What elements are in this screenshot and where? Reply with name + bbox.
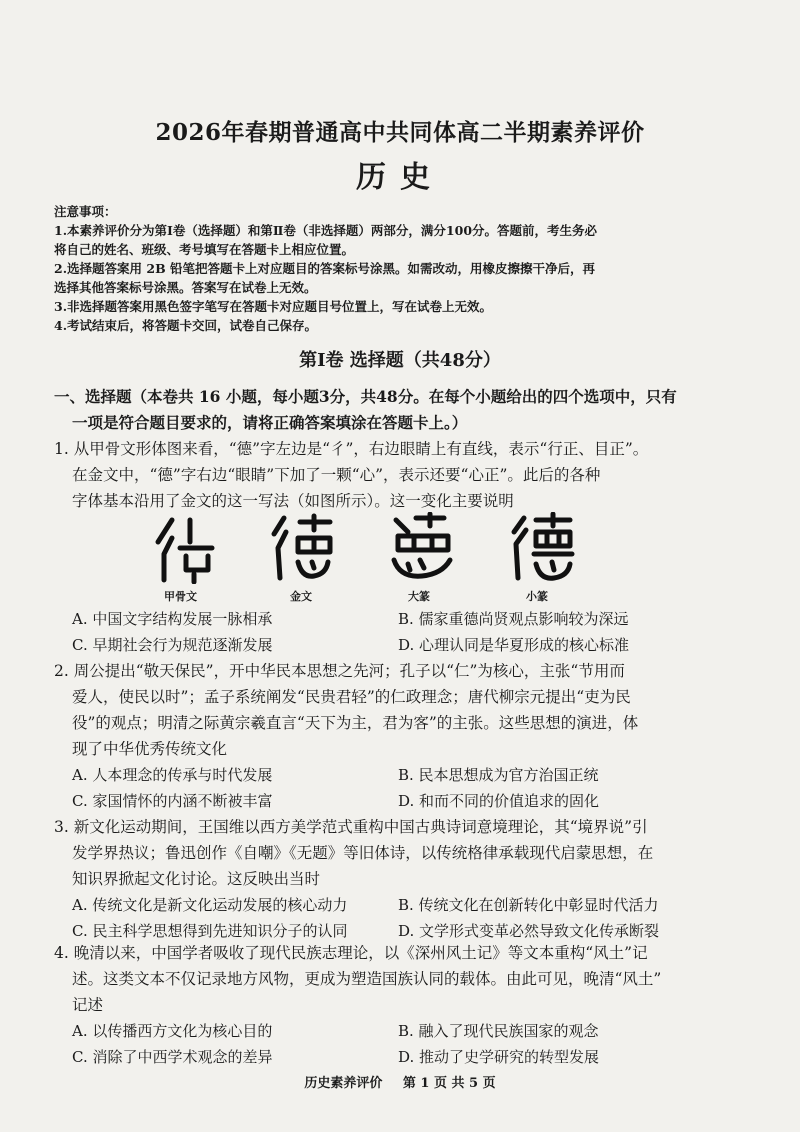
question-line: 记述 bbox=[72, 996, 104, 1014]
question-line: 3. 新文化运动期间，王国维以西方美学范式重构中国古典诗词意境理论，其“境界说”引 bbox=[54, 818, 648, 836]
footer-page-number: 第 1 页 共 5 页 bbox=[402, 1076, 496, 1091]
question-line: 在金文中，“德”字右边“眼睛”下加了一颗“心”，表示还要“心正”。此后的各种 bbox=[72, 466, 601, 484]
notes-line: 2.选择题答案用 2B 铅笔把答题卡上对应题目的答案标号涂黑。如需改动，用橡皮擦擦干净后，再 bbox=[54, 261, 596, 276]
option-d: D. 心理认同是华夏形成的核心标准 bbox=[398, 636, 630, 654]
option-c: C. 民主科学思想得到先进知识分子的认同 bbox=[72, 922, 348, 940]
question-line: 1. 从甲骨文形体图来看，“德”字左边是“彳”，右边眼睛上有直线，表示“行正、目正”。 bbox=[54, 440, 649, 458]
notes-block bbox=[54, 202, 714, 335]
notes-heading: 注意事项： bbox=[54, 204, 117, 219]
small-seal-label: 小篆 bbox=[526, 590, 548, 603]
de-character-evolution-figure bbox=[150, 512, 610, 617]
options-row bbox=[54, 762, 704, 788]
options-row bbox=[54, 1018, 704, 1044]
notes-line: 4.考试结束后，将答题卡交回，试卷自己保存。 bbox=[54, 318, 318, 333]
section-title: 第Ⅰ卷 选择题（共48分） bbox=[299, 350, 501, 371]
option-c: C. 早期社会行为规范逐渐发展 bbox=[72, 636, 273, 654]
question-line: 述。这类文本不仅记录地方风物，更成为塑造国族认同的载体。由此可见，晚清“风土” bbox=[72, 970, 662, 988]
question-1 bbox=[54, 436, 704, 514]
subject-title: 历史 bbox=[356, 160, 444, 195]
instruction-line: 一、选择题（本卷共 16 小题，每小题3分，共48分。在每个小题给出的四个选项中，只有 bbox=[54, 387, 677, 406]
bronze-inscription-label: 金文 bbox=[290, 590, 312, 603]
question-line: 知识界掀起文化讨论。这反映出当时 bbox=[72, 870, 321, 888]
question-line: 字体基本沿用了金文的这一写法（如图所示）。这一变化主要说明 bbox=[72, 492, 514, 510]
option-b: B. 传统文化在创新转化中彰显时代活力 bbox=[398, 896, 659, 914]
question-4 bbox=[54, 940, 704, 1070]
large-seal-glyph bbox=[386, 512, 461, 584]
question-line: 爱人，使民以时”；孟子系统阐发“民贵君轻”的仁政理念；唐代柳宗元提出“吏为民 bbox=[72, 688, 631, 706]
page-footer bbox=[0, 1072, 800, 1091]
option-d: D. 文学形式变革必然导致文化传承断裂 bbox=[398, 922, 660, 940]
notes-line: 1.本素养评价分为第Ⅰ卷（选择题）和第Ⅱ卷（非选择题）两部分，满分100分。答题前，考生务必 bbox=[54, 223, 598, 238]
option-b: B. 融入了现代民族国家的观念 bbox=[398, 1022, 599, 1040]
options-row bbox=[54, 788, 704, 814]
instruction-line: 一项是符合题目要求的，请将正确答案填涂在答题卡上。） bbox=[72, 413, 468, 432]
bronze-inscription-glyph bbox=[268, 512, 343, 584]
question-line: 发学界热议；鲁迅创作《自嘲》《无题》等旧体诗，以传统格律承载现代启蒙思想，在 bbox=[72, 844, 654, 862]
question-line: 4. 晚清以来，中国学者吸收了现代民族志理论，以《深州风土记》等文本重构“风土”记 bbox=[54, 944, 648, 962]
footer-subject: 历史素养评价 bbox=[304, 1076, 383, 1091]
notes-line: 将自己的姓名、班级、考号填写在答题卡上相应位置。 bbox=[54, 242, 355, 257]
option-d: D. 和而不同的价值追求的固化 bbox=[398, 792, 600, 810]
option-b: B. 儒家重德尚贤观点影响较为深远 bbox=[398, 610, 629, 628]
question-line: 2. 周公提出“敬天保民”，开中华民本思想之先河；孔子以“仁”为核心，主张“节用而 bbox=[54, 662, 625, 680]
question-3 bbox=[54, 814, 704, 944]
option-c: C. 消除了中西学术观念的差异 bbox=[72, 1048, 273, 1066]
options-row bbox=[54, 632, 704, 658]
notes-line: 3.非选择题答案用黑色签字笔写在答题卡对应题目号位置上，写在试卷上无效。 bbox=[54, 299, 493, 314]
options-row bbox=[54, 1044, 704, 1070]
oracle-bone-label: 甲骨文 bbox=[164, 590, 197, 603]
small-seal-glyph bbox=[506, 512, 581, 584]
option-c: C. 家国情怀的内涵不断被丰富 bbox=[72, 792, 273, 810]
option-a: A. 中国文字结构发展一脉相承 bbox=[72, 610, 273, 628]
question-line: 现了中华优秀传统文化 bbox=[72, 740, 228, 758]
question-1-options bbox=[54, 606, 704, 658]
question-line: 役”的观点；明清之际黄宗羲直言“天下为主，君为客”的主张。这些思想的演进，体 bbox=[72, 714, 639, 732]
option-a: A. 以传播西方文化为核心目的 bbox=[72, 1022, 273, 1040]
question-2 bbox=[54, 658, 704, 814]
large-seal-label: 大篆 bbox=[408, 590, 430, 603]
oracle-bone-glyph bbox=[150, 512, 225, 584]
option-a: A. 传统文化是新文化运动发展的核心动力 bbox=[72, 896, 348, 914]
options-row bbox=[54, 892, 704, 918]
options-row bbox=[54, 606, 704, 632]
notes-line: 选择其他答案标号涂黑。答案写在试卷上无效。 bbox=[54, 280, 317, 295]
option-b: B. 民本思想成为官方治国正统 bbox=[398, 766, 599, 784]
section-instruction bbox=[54, 384, 704, 436]
exam-title: 2026年春期普通高中共同体高二半期素养评价 bbox=[155, 119, 645, 146]
option-a: A. 人本理念的传承与时代发展 bbox=[72, 766, 273, 784]
option-d: D. 推动了史学研究的转型发展 bbox=[398, 1048, 600, 1066]
